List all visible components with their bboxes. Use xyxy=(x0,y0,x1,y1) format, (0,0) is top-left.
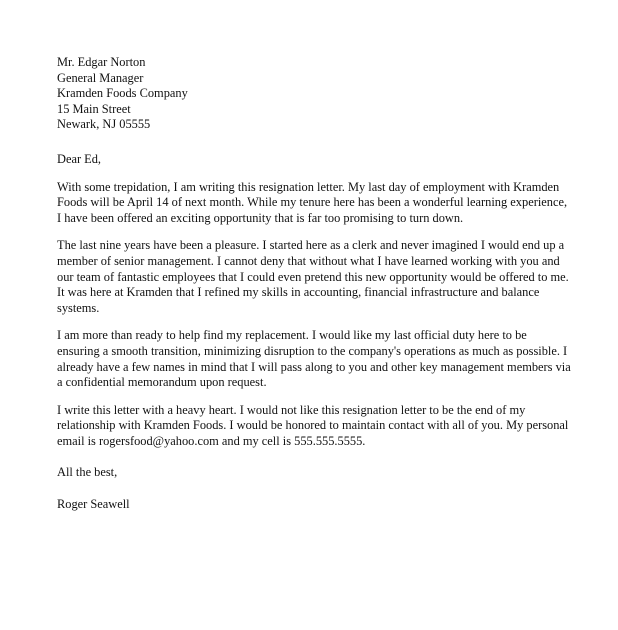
signature-name: Roger Seawell xyxy=(57,497,130,512)
letter-page xyxy=(57,55,572,513)
recipient-title: General Manager xyxy=(57,70,144,85)
paragraph-line: I write this letter with a heavy heart. I would not like this resignation letter to be the end of my xyxy=(57,402,526,417)
closing: All the best, xyxy=(57,465,118,480)
recipient-street: 15 Main Street xyxy=(57,101,131,116)
recipient-address-block xyxy=(57,55,572,133)
letter-body xyxy=(57,180,572,450)
recipient-name: Mr. Edgar Norton xyxy=(57,55,146,69)
paragraph-line: I am more than ready to help find my replacement. I would like my last official duty here to be xyxy=(57,328,527,343)
paragraph-line: With some trepidation, I am writing this resignation letter. My last day of employment with Kramden xyxy=(57,179,560,194)
body-paragraph-1 xyxy=(57,180,572,227)
paragraph-line: already have a few names in mind that I will pass along to you and other key management members via xyxy=(57,359,571,374)
paragraph-line: member of senior management. I cannot deny that without what I have learned working with you and xyxy=(57,253,560,268)
paragraph-line: relationship with Kramden Foods. I would be honored to maintain contact with all of you. My personal xyxy=(57,418,569,433)
body-paragraph-2 xyxy=(57,238,572,316)
paragraph-line: Foods will be April 14 of next month. While my tenure here has been a wonderful learning experience, xyxy=(57,195,568,210)
body-paragraph-3 xyxy=(57,328,572,390)
paragraph-line: our team of fantastic employees that I could even pretend this new opportunity would be offered to me. xyxy=(57,269,569,284)
body-paragraph-4 xyxy=(57,403,572,450)
paragraph-line: The last nine years have been a pleasure. I started here as a clerk and never imagined I would end up a xyxy=(57,238,565,253)
paragraph-line: I have been offered an exciting opportunity that is far too promising to turn down. xyxy=(57,210,464,225)
salutation: Dear Ed, xyxy=(57,151,102,166)
paragraph-line: a confidential memorandum upon request. xyxy=(57,375,267,390)
recipient-city-state-zip: Newark, NJ 05555 xyxy=(57,117,151,132)
paragraph-line: systems. xyxy=(57,300,100,315)
paragraph-line: email is rogersfood@yahoo.com and my cell is 555.555.5555. xyxy=(57,433,366,448)
paragraph-line: It was here at Kramden that I refined my skills in accounting, financial infrastructure and balance xyxy=(57,285,540,300)
recipient-company: Kramden Foods Company xyxy=(57,86,188,101)
paragraph-line: ensuring a smooth transition, minimizing disruption to the company's operations as much as possible. I xyxy=(57,343,568,358)
